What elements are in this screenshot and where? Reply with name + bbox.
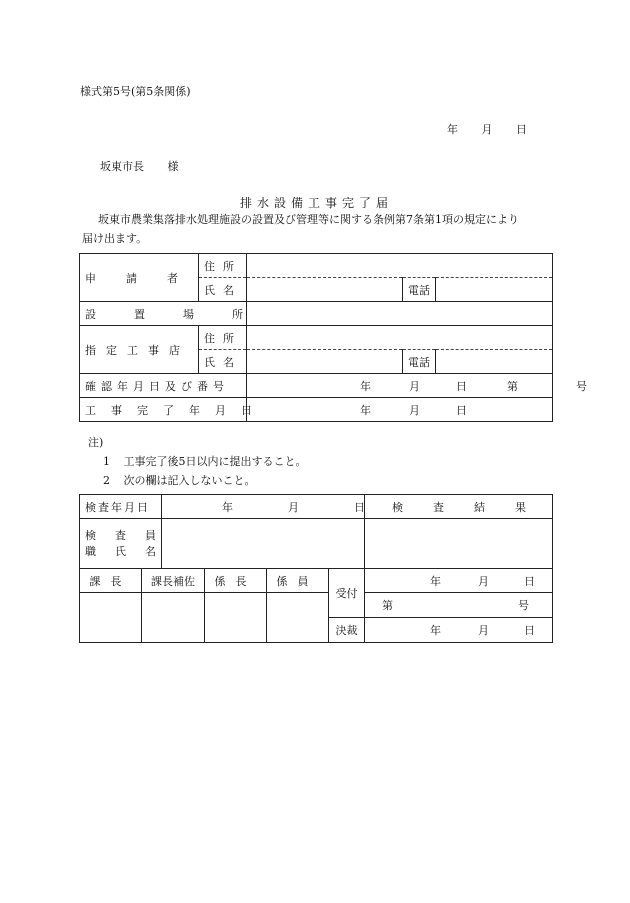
completion-month: 月 — [409, 403, 420, 417]
contractor-name-field[interactable] — [247, 350, 403, 374]
contractor-address-label-cell — [199, 326, 247, 350]
confirm-year: 年 — [360, 379, 371, 393]
inspector-title-label: 職氏名 — [85, 544, 175, 558]
location-label: 設置場所 — [85, 307, 281, 321]
kakariin-stamp-field[interactable] — [267, 593, 329, 643]
applicant-label: 申請者 — [85, 271, 208, 285]
contractor-phone-label-cell — [403, 350, 436, 374]
inspector-field[interactable] — [162, 519, 365, 569]
contractor-label-cell — [80, 326, 199, 374]
uketsuke-day: 日 — [524, 574, 535, 588]
uketsuke-gou: 号 — [518, 599, 529, 612]
kacho-hosa-stamp-field[interactable] — [142, 593, 205, 643]
contractor-phone-field[interactable] — [436, 350, 553, 374]
contractor-phone-label: 電話 — [408, 355, 430, 369]
contractor-name-label: 氏名 — [204, 355, 242, 369]
kessai-year: 年 — [430, 624, 441, 637]
location-field[interactable] — [247, 302, 553, 326]
kacho-stamp-field[interactable] — [80, 593, 142, 643]
date-month-label: 月 — [481, 123, 493, 136]
applicant-label-cell — [80, 254, 208, 302]
application-table — [79, 253, 587, 422]
inspection-date-label-cell — [80, 495, 162, 519]
uketsuke-dai: 第 — [382, 599, 393, 612]
inspector-label-cell — [80, 519, 175, 569]
kacho-label: 課長 — [89, 574, 132, 588]
uketsuke-label-cell — [329, 569, 365, 618]
date-line — [447, 121, 527, 137]
completion-field[interactable] — [247, 398, 553, 422]
contractor-address-field[interactable] — [247, 326, 553, 350]
kessai-date-field[interactable] — [365, 618, 553, 643]
completion-label-cell — [80, 398, 267, 422]
contractor-name-label-cell — [199, 350, 247, 374]
completion-year: 年 — [360, 403, 371, 417]
result-field[interactable] — [365, 519, 553, 569]
applicant-name-label-cell — [199, 278, 247, 302]
intro-line-1: 坂東市農業集落排水処理施設の設置及び管理等に関する条例第7条第1項の規定により — [98, 213, 519, 226]
inspector-label: 検査員 — [85, 528, 175, 542]
uketsuke-year: 年 — [430, 574, 441, 588]
note-1-text: 工事完了後5日以内に提出すること。 — [123, 455, 307, 468]
kakariin-label-cell — [267, 569, 329, 593]
kakaricho-stamp-field[interactable] — [205, 593, 267, 643]
confirm-field[interactable] — [247, 374, 587, 398]
kacho-hosa-label: 課長補佐 — [151, 574, 195, 588]
note-2-number: 2 — [103, 474, 110, 487]
contractor-address-label: 住所 — [204, 331, 242, 345]
uketsuke-label: 受付 — [335, 587, 358, 600]
applicant-address-label: 住所 — [204, 259, 242, 273]
intro-line-2: 届け出ます。 — [82, 232, 148, 245]
inspection-year: 年 — [222, 500, 233, 514]
confirm-gou: 号 — [576, 379, 587, 393]
confirm-month: 月 — [409, 379, 420, 393]
confirm-label: 確認年月日及び番号 — [85, 379, 229, 393]
addressee-block — [100, 158, 179, 174]
inspection-date-field[interactable] — [162, 495, 365, 519]
applicant-name-label: 氏名 — [204, 283, 242, 297]
inspection-day: 日 — [354, 500, 365, 514]
confirm-day: 日 — [456, 379, 467, 393]
honorific: 様 — [167, 160, 179, 173]
note-1-number: 1 — [103, 455, 110, 468]
document-title: 排水設備工事完了届 — [240, 196, 394, 210]
applicant-phone-label: 電話 — [408, 283, 430, 297]
kessai-month: 月 — [478, 624, 489, 637]
form-number: 様式第5号(第5条関係) — [80, 85, 191, 98]
kakaricho-label: 係長 — [214, 574, 257, 588]
notes-heading: 注) — [88, 436, 104, 449]
completion-day: 日 — [456, 403, 467, 417]
kakariin-label: 係員 — [276, 574, 319, 588]
kacho-hosa-label-cell — [142, 569, 205, 593]
result-label-cell — [365, 495, 556, 519]
applicant-phone-field[interactable] — [436, 278, 553, 302]
date-year-label: 年 — [447, 123, 458, 136]
contractor-label: 指定工事店 — [85, 343, 190, 357]
date-day-label: 日 — [516, 123, 527, 136]
kessai-day: 日 — [524, 624, 535, 637]
kacho-label-cell — [80, 569, 142, 593]
location-label-cell — [80, 302, 281, 326]
office-use-table — [79, 494, 556, 643]
completion-label: 工事完了年月日 — [85, 403, 267, 417]
applicant-address-field[interactable] — [247, 254, 553, 278]
kessai-label-cell — [329, 618, 365, 643]
addressee: 坂東市長 — [100, 160, 144, 173]
note-2-text: 次の欄は記入しないこと。 — [123, 474, 256, 487]
inspection-month: 月 — [288, 500, 299, 514]
note-item-1 — [103, 453, 307, 469]
applicant-phone-label-cell — [403, 278, 436, 302]
uketsuke-date-field[interactable] — [365, 569, 553, 593]
confirm-dai: 第 — [507, 379, 518, 393]
kakaricho-label-cell — [205, 569, 267, 593]
uketsuke-month: 月 — [478, 574, 489, 588]
uketsuke-number-field[interactable] — [365, 593, 553, 618]
result-label: 検査結果 — [392, 500, 556, 514]
applicant-name-field[interactable] — [247, 278, 403, 302]
note-item-2 — [103, 472, 256, 488]
kessai-label: 決裁 — [335, 624, 358, 637]
confirm-label-cell — [80, 374, 247, 398]
inspection-date-label: 検査年月日 — [85, 500, 150, 514]
